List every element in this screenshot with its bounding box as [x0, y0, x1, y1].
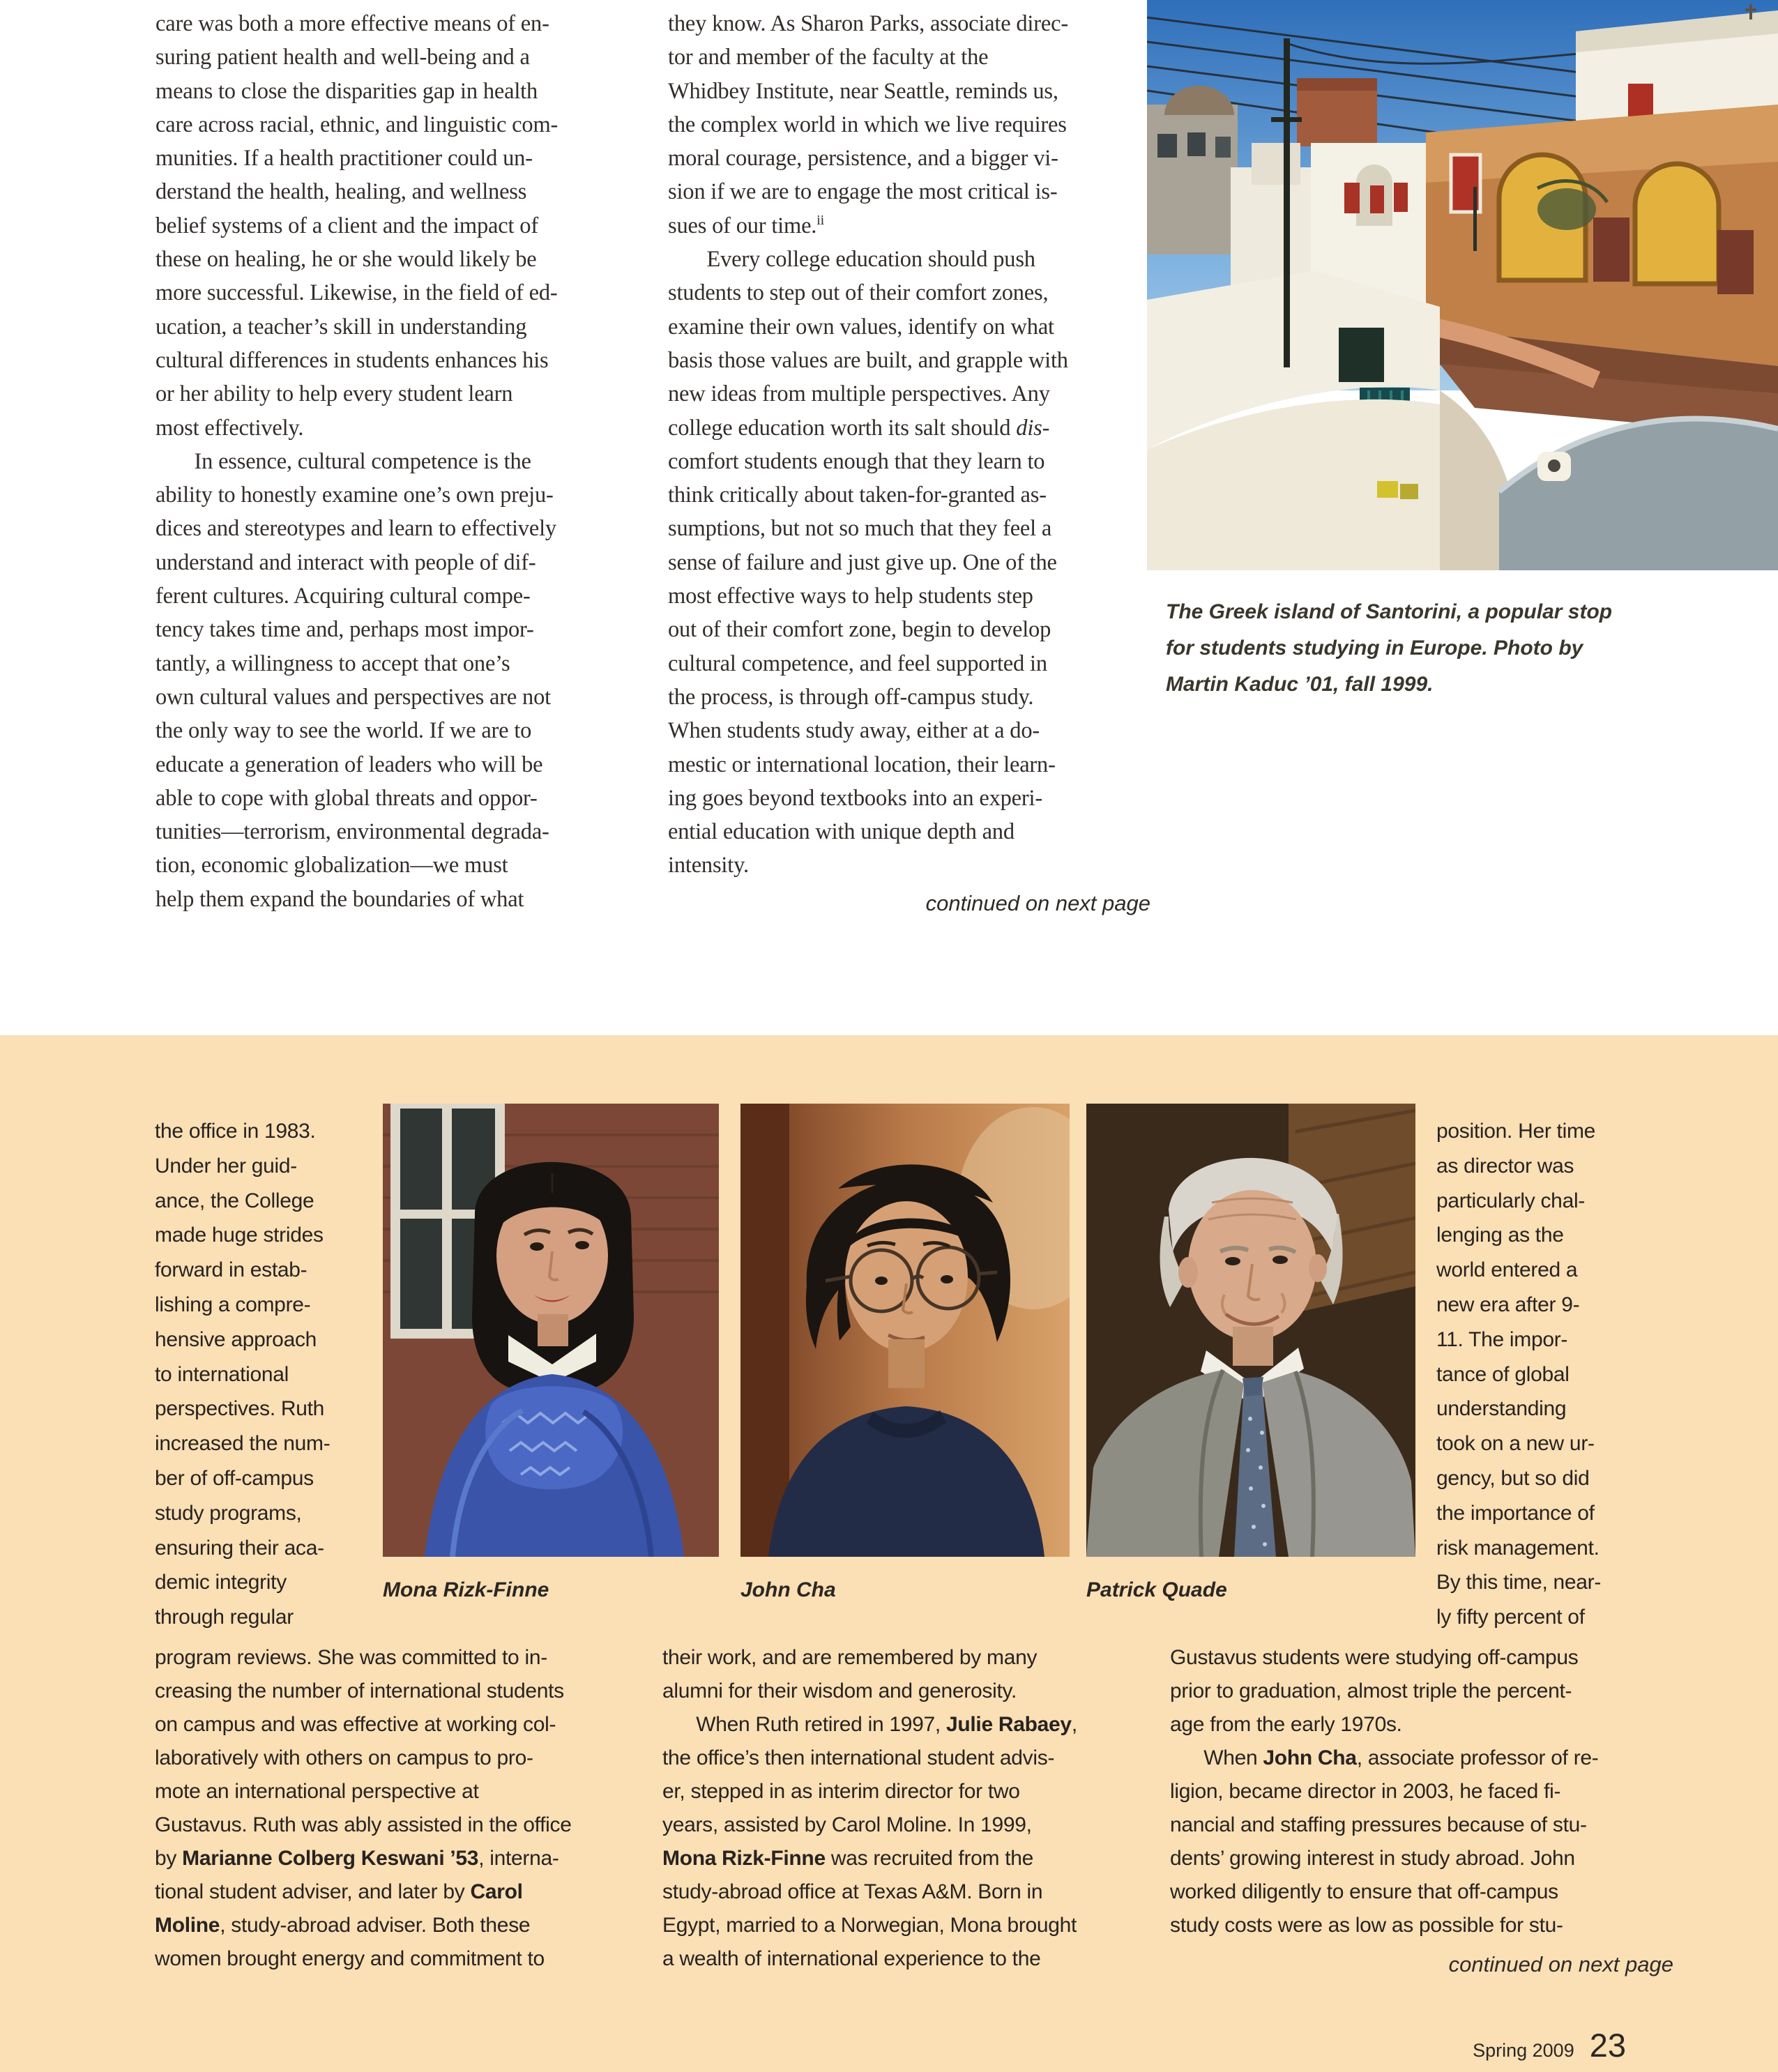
page-footer	[1395, 2026, 1626, 2064]
mona-portrait-graphic	[383, 1104, 719, 1557]
portrait-caption-john: John Cha	[740, 1578, 836, 1601]
feature-left-narrow-column: the office in 1983. Under her guid- ance, the College made huge strides forward in estab- lishing a compre- hensive approach to international perspectives. Ruth increased the num- ber of off-campus study programs, ensuring their aca- demic integrity through regular	[155, 1120, 330, 1629]
footer-page-number: 23	[1589, 2027, 1626, 2064]
patrick-portrait-graphic	[1086, 1104, 1415, 1557]
santorini-photo-caption: The Greek island of Santorini, a popular stop for students studying in Europe. Photo by Martin Kaduc ’01, fall 1999.	[1166, 600, 1613, 696]
article-column-1: care was both a more effective means of en- suring patient health and well-being and a means to close the disparities gap in health care across racial, ethnic, and linguistic com- munities. If a health practitioner could un- derstand the health, healing, and wellness belief systems of a client and the impact of these on healing, he or she would likely be more successful. Likewise, in the field of ed- ucation, a teacher’s skill in understanding cultural differences in students enhances his or her ability to help every student learn most effectively. In essence, cultural competence is the ability to honestly examine one’s own preju- dices and stereotypes and learn to effectively understand and interact with people of dif- ferent cultures. Acquiring cultural compe- tency takes time and, perhaps most impor- tantly, a willingness to accept that one’s own cultural values and perspectives are not the only way to see the world. If we are to educate a generation of leaders who will be able to cope with global threats and oppor- tunities—terrorism, environmental degrada- tion, economic globalization—we must help them expand the boundaries of what	[155, 11, 559, 912]
feature-middle-wide-column: their work, and are remembered by many alumni for their wisdom and generosity. When Ruth retired in 1997, Julie Rabaey, the office’s then international student advis- er, stepped in as interim director for two years, assisted by Carol Moline. In 1999, Mona Rizk-Finne was recruited from the study-abroad office at Texas A&M. Born in Egypt, married to a Norwegian, Mona brought a wealth of international experience to the	[662, 1646, 1077, 1970]
santorini-photo-graphic	[1147, 0, 1778, 570]
portrait-photo-patrick-quade	[1086, 1104, 1415, 1557]
santorini-photo	[1147, 0, 1778, 570]
john-portrait-graphic	[740, 1104, 1070, 1557]
feature-left-wide-column: program reviews. She was committed to in- creasing the number of international students on campus and was effective at working col- laboratively with others on campus to pro- mote an international perspective at Gustavus. Ruth was ably assisted in the office by Marianne Colberg Keswani ’53, interna- tional student adviser, and later by Carol Moline, study-abroad adviser. Both these women brought energy and commitment to	[155, 1646, 572, 1970]
continued-note-top: continued on next page	[925, 891, 1150, 915]
portrait-photo-john-cha	[740, 1104, 1070, 1557]
article-column-2: they know. As Sharon Parks, associate direc- tor and member of the faculty at the Whidbey Institute, near Seattle, reminds us, the complex world in which we live requires moral courage, persistence, and a bigger vi- sion if we are to engage the most critical is- sues of our time.$^{ii}$ Every college education should push students to step out of their comfort zones, examine their own values, identify on what basis those values are built, and grapple with new ideas from multiple perspectives. Any college education worth its salt should dis- comfort students enough that they learn to think critically about taken-for-granted as- sumptions, but not so much that they feel a sense of failure and just give up. One of the most effective ways to help students step out of their comfort zone, begin to develop cultural competence, and feel supported in the process, is through off-campus study. When students study away, either at a do- mestic or international location, their learn- ing goes beyond textbooks into an experi- ential education with unique depth and intensity.	[668, 11, 1068, 878]
portrait-photo-mona-rizk-finne	[383, 1104, 719, 1557]
feature-right-wide-column: Gustavus students were studying off-campus prior to graduation, almost triple the percent- age from the early 1970s. When John Cha, associate professor of re- ligion, became director in 2003, he faced fi- nancial and staffing pressures because of stu- dents’ growing interest in study abroad. John worked diligently to ensure that off-campus study costs were as low as possible for stu-	[1170, 1646, 1599, 1937]
continued-note-bottom: continued on next page	[1448, 1952, 1673, 1976]
portrait-caption-patrick: Patrick Quade	[1086, 1578, 1227, 1601]
portrait-caption-mona: Mona Rizk-Finne	[383, 1578, 549, 1601]
feature-right-narrow-column: position. Her time as director was particularly chal- lenging as the world entered a new era after 9- 11. The impor- tance of global understanding took on a new ur- gency, but so did the importance of risk management. By this time, near- ly fifty percent of	[1436, 1120, 1602, 1629]
footer-issue-label: Spring 2009	[1473, 2040, 1574, 2061]
